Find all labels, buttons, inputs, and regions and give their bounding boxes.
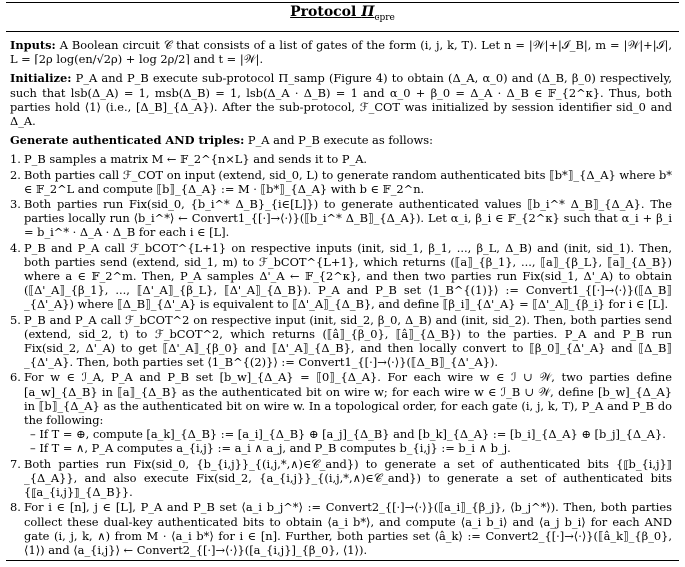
title-subscript: cpre bbox=[374, 12, 395, 23]
step-text: For w ∈ ℐ_A, P_A and P_B set [b_w]_{Δ_A} = ⟦0⟧_{Δ_A}. For each wire w ∈ ℐ ∪ 𝒲, two parties define [a_w]_{Δ_B} in ⟦a⟧_{Δ_B} as the authenticated bit on wire w; for each wire w ∈ ℐ_B ∪ 𝒲, define [b_w]_{Δ_A} in ⟦b⟧_{Δ_A} as the authenticated bit on wire w. In a topological order, for each gate (i, j, k, T), P_A and P_B do the following: bbox=[24, 370, 672, 428]
step-number: 4. bbox=[10, 240, 21, 255]
generate-paragraph bbox=[10, 133, 672, 147]
step-list bbox=[10, 152, 672, 557]
step-6 bbox=[10, 370, 672, 455]
title-rule bbox=[6, 31, 679, 32]
step-text: P_B and P_A call ℱ_bCOT^2 on respective input (init, sid_2, β_0, Δ_B) and (init, sid_2). Then, both parties send (extend, sid_2, t) to ℱ_bCOT^2, which returns (⟦â⟧_{β_0}, ⟦â⟧_{Δ_B}) to the parties. P_A and P_B run Fix(sid_2, Δ'_A) to get ⟦Δ'_A⟧_{β_0} and ⟦Δ'_A⟧_{Δ_B}, and then locally convert to ⟦β_0⟧_{Δ'_A} and ⟦Δ_B⟧_{Δ'_A}. Then, both parties set ⟨1_B^{(2)}⟩ := Convert1_{[·]→⟨·⟩}(⟦Δ_B⟧_{Δ'_A}). bbox=[24, 312, 672, 370]
protocol-body bbox=[10, 38, 672, 558]
generate-text: P_A and P_B execute as follows: bbox=[244, 133, 433, 148]
bottom-rule bbox=[6, 560, 679, 561]
step-text: Both parties call ℱ_COT on input (extend, sid_0, L) to generate random authenticated bits ⟦b*⟧_{Δ_A} where b* ∈ 𝔽_2^L and compute ⟦b⟧_{Δ_A} := M · ⟦b*⟧_{Δ_A} with b ∈ 𝔽_2^n. bbox=[24, 167, 672, 196]
step-number: 7. bbox=[10, 456, 21, 471]
inputs-label: Inputs: bbox=[10, 38, 56, 52]
initialize-label: Initialize: bbox=[10, 71, 72, 86]
xor-gate-case: – If T = ⊕, compute [a_k]_{Δ_B} := [a_i]_{Δ_B} ⊕ [a_j]_{Δ_B} and [b_k]_{Δ_A} := [b_i]_{Δ_A} ⊕ [b_j]_{Δ_A}. bbox=[30, 427, 666, 442]
step-number: 1. bbox=[10, 152, 21, 167]
step-number: 5. bbox=[10, 312, 21, 327]
title-prefix: Protocol bbox=[290, 4, 362, 20]
step-number: 8. bbox=[10, 500, 21, 515]
initialize-paragraph bbox=[10, 71, 672, 128]
step-7 bbox=[10, 457, 672, 500]
step-text: Both parties run Fix(sid_0, {b_i^* Δ_B}_{i∈[L]}) to generate authenticated values ⟦b_i^* Δ_B⟧_{Δ_A}. The parties locally run ⟨b_i^*⟩ ← Convert1_{[·]→⟨·⟩}(⟦b_i^* Δ_B⟧_{Δ_A}). Let α_i, β_i ∈ 𝔽_{2^κ} such that α_i + β_i = b_i^* · Δ_A · Δ_B for each i ∈ [L]. bbox=[24, 197, 672, 240]
step-5 bbox=[10, 313, 672, 370]
step-number: 2. bbox=[10, 167, 21, 182]
step-text: Both parties run Fix(sid_0, {b_{i,j}}_{(i,j,*,∧)∈𝒞_and}) to generate a set of authenticated bits {⟦b_{i,j}⟧_{Δ_A}}, and also execute Fix(sid_2, {a_{i,j}}_{(i,j,*,∧)∈𝒞_and}) to generate a set of authenticated bits {⟦a_{i,j}⟧_{Δ_B}}. bbox=[24, 456, 672, 500]
initialize-text: P_A and P_B execute sub-protocol Π_samp (Figure 4) to obtain (Δ_A, α_0) and (Δ_B, β_0) respectively, such that lsb(Δ_A) = 1, msb(Δ_B) = 1, lsb(Δ_A · Δ_B) = 1 and α_0 + β_0 = Δ_A · Δ_B ∈ 𝔽_{2^κ}. Thus, both parties hold ⟨1⟩ (i.e., [Δ_B]_{Δ_A}). After the sub-protocol, ℱ_COT was initialized by session identifier sid_0 and Δ_A. bbox=[10, 71, 672, 129]
step-text: P_B samples a matrix M ← 𝔽_2^{n×L} and sends it to P_A. bbox=[24, 152, 368, 167]
step-1 bbox=[10, 152, 672, 166]
inputs-paragraph bbox=[10, 38, 672, 66]
step-4 bbox=[10, 241, 672, 312]
step-number: 6. bbox=[10, 370, 21, 385]
title-symbol: Π bbox=[361, 4, 375, 20]
step-3 bbox=[10, 197, 672, 240]
and-gate-case: – If T = ∧, P_A computes a_{i,j} := a_i ∧ a_j, and P_B computes b_{i,j} := b_i ∧ b_j. bbox=[30, 441, 511, 456]
step-2 bbox=[10, 168, 672, 196]
top-rule bbox=[6, 2, 679, 3]
step-8 bbox=[10, 500, 672, 557]
step-number: 3. bbox=[10, 197, 21, 212]
step-text: P_B and P_A call ℱ_bCOT^{L+1} on respective inputs (init, sid_1, β_1, ..., β_L, Δ_B) and (init, sid_1). Then, both parties send (extend, sid_1, m) to ℱ_bCOT^{L+1}, which returns (⟦a⟧_{β_1}, ..., ⟦a⟧_{β_L}, ⟦a⟧_{Δ_B}) where a ∈ 𝔽_2^m. Then, P_A samples Δ'_A ← 𝔽_{2^κ}, and then two parties run Fix(sid_1, Δ'_A) to obtain (⟦Δ'_A⟧_{β_1}, ..., ⟦Δ'_A⟧_{β_L}, ⟦Δ'_A⟧_{Δ_B}). P_A and P_B set ⟨1_B^{(1)}⟩ := Convert1_{[·]→⟨·⟩}(⟦Δ_B⟧_{Δ'_A}) where ⟦Δ_B⟧_{Δ'_A} is equivalent to ⟦Δ'_A⟧_{Δ_B}, and define ⟦β_i⟧_{Δ'_A} = ⟦Δ'_A⟧_{β_i} for i ∈ [L]. bbox=[24, 240, 672, 312]
protocol-title bbox=[0, 4, 685, 23]
generate-label: Generate authenticated AND triples: bbox=[10, 133, 245, 148]
gate-case-list bbox=[24, 427, 672, 455]
step-text: For i ∈ [n], j ∈ [L], P_A and P_B set ⟨a_i b_j^*⟩ := Convert2_{[·]→⟨·⟩}(⟦a_i⟧_{β_j}, ⟨b_j^*⟩). Then, both parties collect these dual-key authenticated bits to obtain ⟨a_i b*⟩, and compute ⟨a_i b_i⟩ and ⟨a_j b_i⟩ for each AND gate (i, j, k, ∧) from M · ⟨a_i b*⟩ for i ∈ [n]. Further, both parties set ⟨â_k⟩ := Convert2_{[·]→⟨·⟩}(⟦â_k⟧_{β_0}, ⟨1⟩) and ⟨a_{i,j}⟩ ← Convert2_{[·]→⟨·⟩}([a_{i,j}]_{β_0}, ⟨1⟩). bbox=[24, 500, 672, 557]
inputs-text: A Boolean circuit 𝒞 that consists of a list of gates of the form (i, j, k, T). Let n = |𝒲|+|ℐ_B|, m = |𝒲|+|ℐ|, L = ⌈2ρ log(en/√2ρ) + log 2ρ/2⌉ and t = |𝒲|. bbox=[10, 38, 672, 67]
